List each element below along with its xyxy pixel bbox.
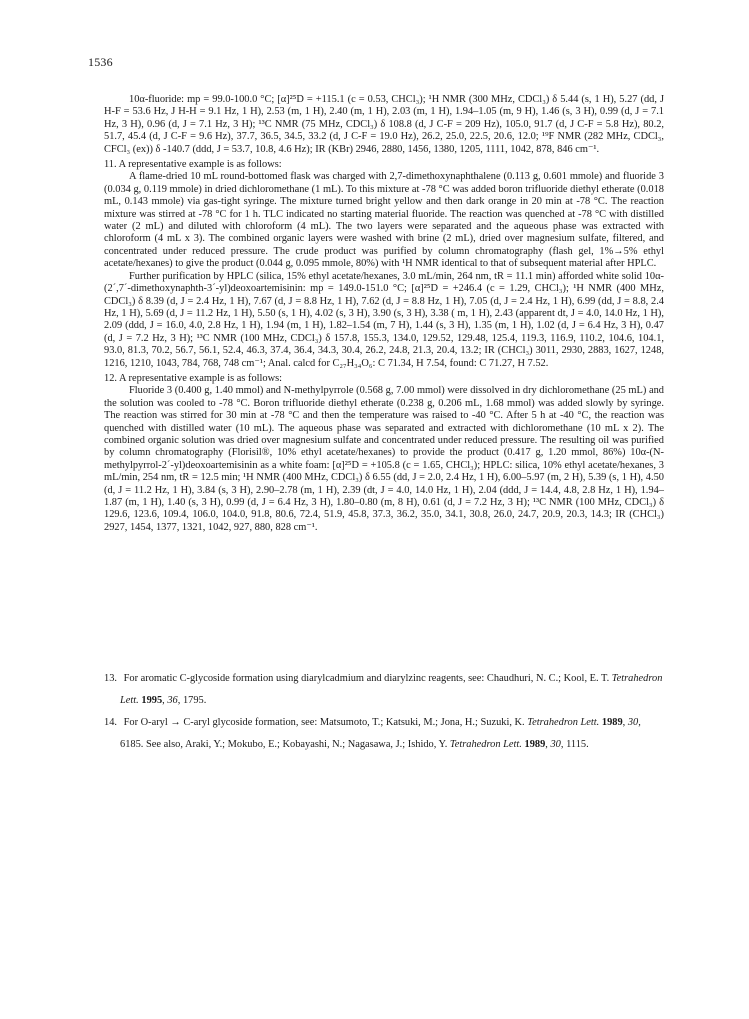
note-11-hplc-paragraph: Further purification by HPLC (silica, 15% ethyl acetate/hexanes, 3.0 mL/min, 264 nm, tR = 11.1 min) afforded white solid 10α-(2´,7´-dimethoxynaphth-3´-yl)deoxoartemisinin: mp = 149.0-151.0 °C; [α]²⁵D = +246.4 (c = 1.29, CHCl₃); ¹H NMR (400 MHz, CDCl₃) δ 8.39 (d, J = 2.4 Hz, 1 H), 7.67 (d, J = 8.8 Hz, 1 H), 7.62 (d, J = 8.8 Hz, 1 H), 7.05 (d, J = 2.4 Hz, 1 H), 6.99 (dd, J = 8.8, 2.4 Hz, 1 H), 5.69 (d, J = 11.2 Hz, 1 H), 5.50 (s, 1 H), 4.02 (s, 3 H), 3.90 (s, 3 H), 3.38 ( m, 1 H), 2.43 (apparent dt, J = 4.0, 14.0 Hz, 1 H), 2.09 (ddd, J = 16.0, 4.0, 2.8 Hz, 1 H), 1.94 (m, 1 H), 1.82–1.54 (m, 7 H), 1.44 (s, 3 H), 1.35 (m, 1 H), 1.02 (d, J = 6.4 Hz, 3 H), 0.47 (d, J = 7.2 Hz, 3 H); ¹³C NMR (100 MHz, CDCl₃) δ 157.8, 155.3, 134.0, 129.52, 129.48, 125.4, 119.3, 116.9, 110.2, 104.6, 104.1, 93.0, 81.3, 70.2, 56.7, 56.1, 52.4, 46.3, 37.4, 36.4, 34.3, 30.4, 26.2, 24.8, 21.3, 20.4, 13.2; IR (CHCl₃) 3011, 2930, 2883, 1627, 1248, 1216, 1210, 1043, 784, 768, 748 cm⁻¹; Anal. calcd for C₂₇H₃₄O₆: C 71.34, H 7.54, found: C 71.27, H 7.52.: [104, 270, 664, 369]
note-14-text-middle: See also, Araki, Y.; Mokubo, E.; Kobayashi, N.; Nagasawa, J.; Ishido, Y.: [146, 739, 448, 750]
page-number: 1536: [88, 55, 113, 69]
note-14: 14. For O-aryl → C-aryl glycoside formation, see: Matsumoto, T.; Katsuki, M.; Jona, H.; Suzuki, K. Tetrahedron Lett. 1989, 30, 6185. See also, Araki, Y.; Mokubo, E.; Kobayashi, N.; Nagasawa, J.; Ishido, Y. Tetrahedron Lett. 1989, 30, 1115.: [104, 717, 641, 750]
note-13-journal: Tetrahedron Lett.: [120, 673, 663, 706]
notes-section: [104, 94, 664, 534]
note-14-pages-1: 6185.: [120, 739, 144, 750]
note-14-volume-2: 30: [550, 739, 561, 750]
note-14-year-1: 1989: [601, 717, 623, 728]
note-11-number: 11.: [104, 159, 117, 171]
note-14-number: 14.: [104, 717, 117, 728]
note-13-volume: 36: [167, 695, 178, 706]
fluoride-characterization-paragraph: 10α-fluoride: mp = 99.0-100.0 °C; [α]²⁵D = +115.1 (c = 0.53, CHCl₃); ¹H NMR (300 MHz, CDCl₃) δ 5.44 (s, 1 H), 5.27 (dd, J H-F = 53.6 Hz, J H-H = 9.1 Hz, 1 H), 2.53 (m, 1 H), 2.40 (m, 1 H), 2.03 (m, 1 H), 1.94–1.05 (m, 9 H), 1.46 (s, 3 H), 0.99 (d, J = 7.1 Hz, 3 H), 0.96 (d, J = 7.1 Hz, 3 H); ¹³C NMR (75 MHz, CDCl₃) δ 108.8 (d, J C-F = 209 Hz), 105.0, 91.7 (d, J C-F = 5.8 Hz), 80.2, 51.7, 45.4 (d, J C-F = 9.6 Hz), 37.7, 36.5, 34.5, 33.2 (d, J C-F = 19.0 Hz), 26.2, 25.0, 22.5, 20.6, 12.0; ¹⁹F NMR (282 MHz, CDCl₃, CFCl₃ (ex)) δ -140.7 (ddd, J = 53.7, 10.8, 4.6 Hz); IR (KBr) 2946, 2880, 1456, 1380, 1205, 1111, 1042, 878, 846 cm⁻¹.: [104, 94, 664, 155]
note-13-pages: 1795.: [182, 695, 207, 706]
note-14-journal-1: Tetrahedron Lett.: [527, 717, 600, 728]
references-section: [104, 668, 664, 756]
note-11: [104, 159, 664, 370]
note-11-procedure-paragraph: A flame-dried 10 mL round-bottomed flask was charged with 2,7-dimethoxynaphthalene (0.113 g, 0.601 mmole) and fluoride 3 (0.034 g, 0.119 mmole) in dried dichloromethane (1 mL). To this mixture at -78 °C was added boron trifluoride diethyl etherate (0.018 mL, 0.143 mmole) via gas-tight syringe. The mixture turned bright yellow and then dark orange in 20 min at -78 °C. The reaction mixture was stirred at -78 °C for 1 h. TLC indicated no starting material fluoride. The reaction was quenched at -78 °C with distilled water (2 mL) and diluted with chloroform (4 mL). The two layers were separated and the aqueous phase was extracted with chloroform (4 mL x 3). The combined organic layers were washed with brine (2 mL), dried over magnesium sulfate, filtered, and concentrated under reduced pressure. The crude product was purified by column chromatography (flash gel, 1%→5% ethyl acetate/hexanes) to give the product (0.044 g, 0.095 mmole, 80%) with ¹H NMR identical to that of subsequent material after HPLC.: [104, 171, 664, 270]
note-12: [104, 373, 664, 534]
note-12-lead: A representative example is as follows:: [119, 372, 283, 384]
note-14-volume-1: 30: [627, 717, 639, 728]
note-13-text: For aromatic C-glycoside formation using diarylcadmium and diarylzinc reagents, see: Chaudhuri, N. C.; Kool, E. T.: [123, 673, 610, 684]
note-12-number: 12.: [104, 372, 117, 384]
note-14-text: For O-aryl → C-aryl glycoside formation, see: Matsumoto, T.; Katsuki, M.; Jona, H.; Suzuki, K.: [123, 717, 525, 728]
note-14-journal-2: Tetrahedron Lett.: [449, 739, 522, 750]
note-13: 13. For aromatic C-glycoside formation using diarylcadmium and diarylzinc reagents, see: Chaudhuri, N. C.; Kool, E. T. Tetrahedron Lett. 1995, 36, 1795.: [104, 673, 663, 706]
note-13-number: 13.: [104, 673, 117, 684]
note-11-lead: A representative example is as follows:: [118, 159, 282, 171]
note-13-year: 1995: [141, 695, 163, 706]
note-12-procedure-paragraph: Fluoride 3 (0.400 g, 1.40 mmol) and N-methylpyrrole (0.568 g, 7.00 mmol) were dissolved in dry dichloromethane (25 mL) and the solution was cooled to -78 °C. Boron trifluoride diethyl etherate (0.238 g, 0.206 mL, 1.68 mmol) was added slowly by syringe. The reaction was stirred for 30 min at -78 °C and then the temperature was raised to -40 °C. After 5 h at -40 °C, the reaction was quenched with distilled water (10 mL). The aqueous phase was separated and extracted with dichloromethane (10 mL x 2). The combined organic solution was dried over magnesium sulfate and concentrated under reduced pressure. The resulting oil was purified by column chromatography (Florisil®, 10% ethyl acetate/hexanes) to provide the product (0.417 g, 1.20 mmol, 86%) 10α-(N-methylpyrrol-2´-yl)deoxoartemisinin as a white foam: [α]²⁵D = +105.8 (c = 1.65, CHCl₃); HPLC: silica, 10% ethyl acetate/hexanes, 3 mL/min, 254 nm, tR = 12.5 min; ¹H NMR (400 MHz, CDCl₃) δ 6.55 (dd, J = 2.0, 2.4 Hz, 1 H), 6.00–5.97 (m, 2 H), 5.39 (s, 1 H), 4.50 (d, J = 11.2 Hz, 1 H), 3.84 (s, 3 H), 2.90–2.78 (m, 1 H), 2.39 (dt, J = 4.0, 14.0 Hz, 1 H), 2.04 (ddd, J = 14.4, 4.8, 2.8 Hz, 1 H), 1.94–1.87 (m, 1 H), 1.40 (s, 3 H), 0.99 (d, J = 6.4 Hz, 3 H), 1.80–0.80 (m, 8 H), 0.61 (d, J = 7.2 Hz, 3 H); ¹³C NMR (100 MHz, CDCl₃) δ 129.6, 123.6, 109.4, 106.0, 104.0, 91.8, 80.6, 72.4, 51.9, 45.8, 37.3, 36.2, 35.0, 34.1, 30.8, 26.0, 24.7, 20.9, 20.3, 14.3; IR (CHCl₃) 2927, 1454, 1377, 1321, 1042, 927, 880, 828 cm⁻¹.: [104, 385, 664, 533]
note-14-year-2: 1989: [524, 739, 546, 750]
note-14-pages-2: 1115.: [566, 739, 589, 750]
